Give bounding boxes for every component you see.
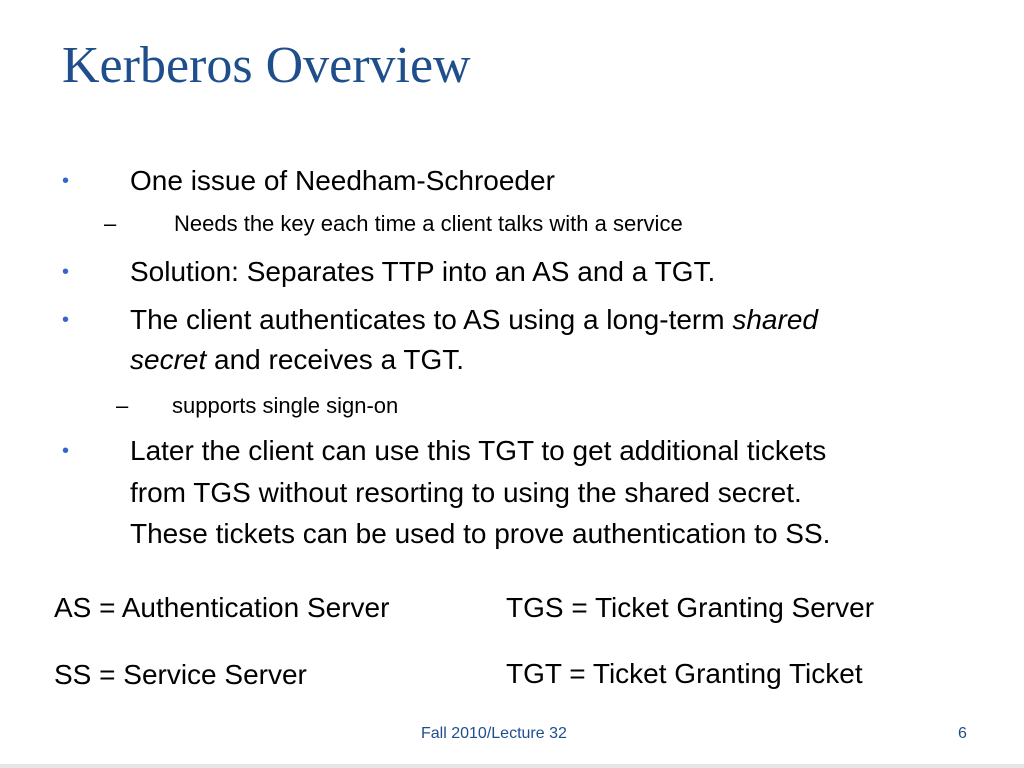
definition-as: AS = Authentication Server xyxy=(54,592,390,623)
footer-lecture: Fall 2010/Lecture 32 xyxy=(421,725,567,742)
page-number: 6 xyxy=(958,725,967,742)
bullet-icon: • xyxy=(62,440,70,462)
bottom-divider xyxy=(0,764,1024,768)
dash-icon: – xyxy=(104,211,117,236)
authenticates-text: The client authenticates to AS using a long-term xyxy=(130,304,733,335)
bullet-text-solution: Solution: Separates TTP into an AS and a TGT. xyxy=(130,256,716,287)
secret-italic-text: secret xyxy=(130,344,207,375)
bullet-text-needham-issue: One issue of Needham-Schroeder xyxy=(130,165,555,196)
subbullet-text-single-sign-on: supports single sign-on xyxy=(172,393,399,418)
bullet-text-authenticates-line2 xyxy=(130,341,464,379)
slide-title: Kerberos Overview xyxy=(62,37,471,94)
bullet-icon: • xyxy=(62,261,70,283)
bullet-text-later-line2: from TGS without resorting to using the shared secret. xyxy=(130,477,802,508)
definition-ss: SS = Service Server xyxy=(54,659,307,690)
bullet-text-later-line1: Later the client can use this TGT to get additional tickets xyxy=(130,435,827,466)
bullet-icon: • xyxy=(62,170,70,192)
bullet-icon: • xyxy=(62,309,70,331)
subbullet-text-key-each-time: Needs the key each time a client talks with a service xyxy=(174,211,683,236)
bullet-text-later-line3: These tickets can be used to prove authentication to SS. xyxy=(130,518,831,549)
shared-italic-text: shared xyxy=(732,304,818,335)
bullet-text-authenticates-line1 xyxy=(130,301,818,339)
dash-icon: – xyxy=(116,393,129,418)
definition-tgt: TGT = Ticket Granting Ticket xyxy=(506,658,863,689)
definition-tgs: TGS = Ticket Granting Server xyxy=(506,592,875,623)
receives-tgt-text: and receives a TGT. xyxy=(206,344,465,375)
